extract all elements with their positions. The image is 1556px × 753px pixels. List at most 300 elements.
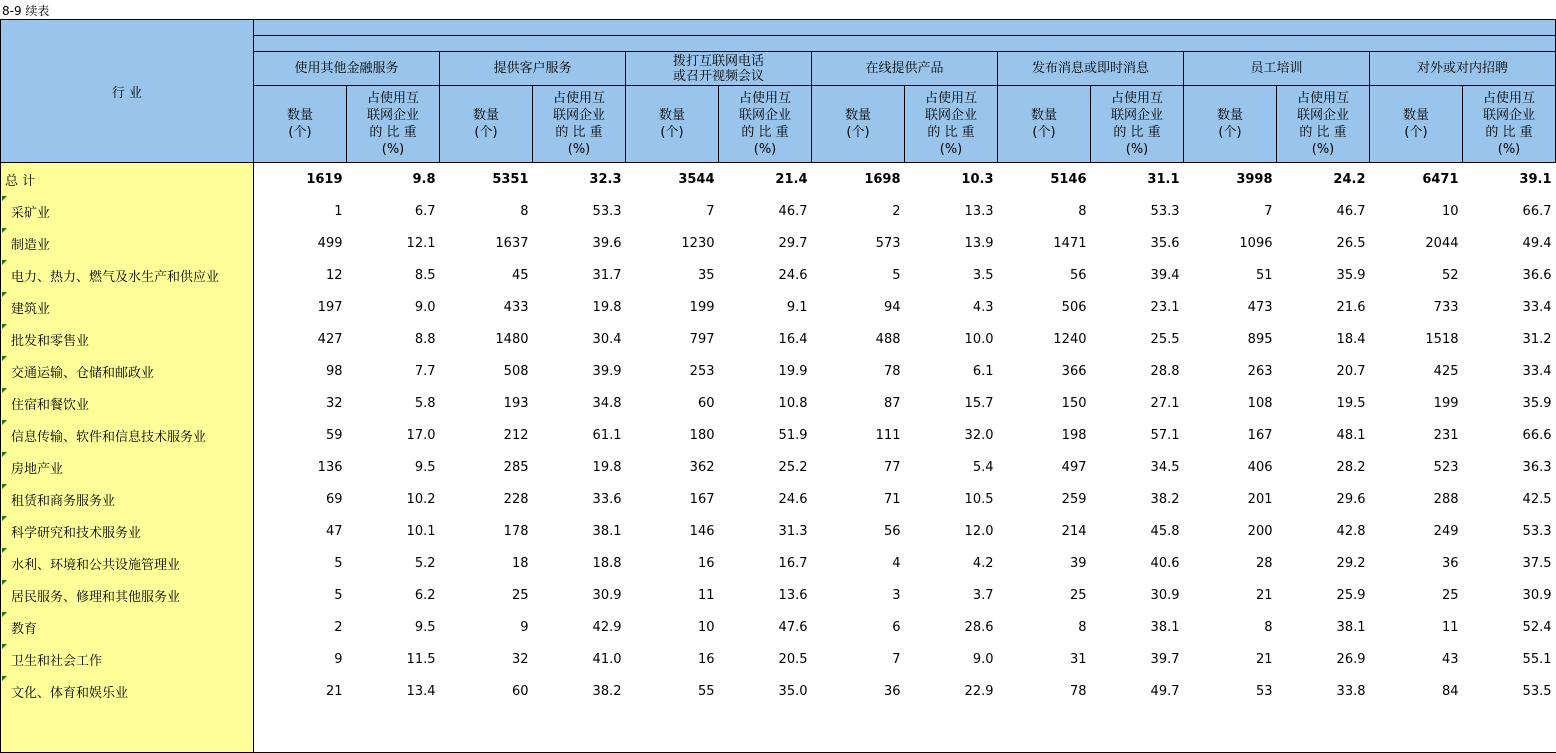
count-header: 数量 (个) bbox=[1370, 86, 1463, 163]
count-cell: 10 bbox=[697, 619, 715, 635]
industry-name bbox=[1, 387, 254, 419]
count-cell: 1 bbox=[334, 203, 343, 219]
count-cell: 77 bbox=[883, 459, 901, 475]
count-cell: 55 bbox=[697, 683, 715, 699]
count-cell: 9 bbox=[334, 651, 343, 667]
count-cell: 5 bbox=[892, 267, 901, 283]
count-cell: 180 bbox=[689, 427, 715, 443]
cell-marker-icon bbox=[2, 548, 7, 553]
count-cell: 425 bbox=[1433, 363, 1459, 379]
share-cell: 46.7 bbox=[778, 203, 808, 219]
cell-marker-icon bbox=[2, 644, 7, 649]
group-header: 拨打互联网电话 或召开视频会议 bbox=[626, 52, 812, 86]
share-cell: 19.5 bbox=[1336, 395, 1366, 411]
count-cell: 573 bbox=[875, 235, 901, 251]
share-cell: 5.2 bbox=[414, 555, 436, 571]
industry-label: 批发和零售业 bbox=[11, 333, 90, 349]
table-row bbox=[1, 323, 1556, 355]
count-cell: 69 bbox=[325, 491, 343, 507]
share-cell: 39.1 bbox=[1519, 171, 1552, 187]
count-header: 数量 (个) bbox=[998, 86, 1091, 163]
share-cell: 38.2 bbox=[1150, 491, 1180, 507]
industry-name bbox=[1, 675, 254, 707]
share-cell: 39.6 bbox=[592, 235, 622, 251]
share-cell: 49.4 bbox=[1522, 235, 1552, 251]
share-cell: 19.8 bbox=[592, 459, 622, 475]
count-cell: 36 bbox=[1441, 555, 1459, 571]
count-cell: 31 bbox=[1069, 651, 1087, 667]
share-cell: 3.5 bbox=[972, 267, 994, 283]
share-cell: 33.8 bbox=[1336, 683, 1366, 699]
cell-marker-icon bbox=[2, 292, 7, 297]
count-cell: 25 bbox=[1069, 587, 1087, 603]
share-cell: 36.3 bbox=[1522, 459, 1552, 475]
share-cell: 4.2 bbox=[972, 555, 994, 571]
count-cell: 427 bbox=[317, 331, 343, 347]
table-row bbox=[1, 579, 1556, 611]
share-cell: 32.0 bbox=[964, 427, 994, 443]
count-cell: 167 bbox=[689, 491, 715, 507]
count-cell: 733 bbox=[1433, 299, 1459, 315]
count-cell: 45 bbox=[511, 267, 529, 283]
count-header: 数量 (个) bbox=[254, 86, 347, 163]
table-row bbox=[1, 387, 1556, 419]
share-cell: 13.4 bbox=[406, 683, 436, 699]
count-cell: 7 bbox=[706, 203, 715, 219]
count-cell: 2044 bbox=[1425, 235, 1459, 251]
count-cell: 285 bbox=[503, 459, 529, 475]
group-header: 对外或对内招聘 bbox=[1370, 52, 1556, 86]
cell-marker-icon bbox=[2, 196, 7, 201]
count-cell: 231 bbox=[1433, 427, 1459, 443]
share-cell: 9.1 bbox=[786, 299, 808, 315]
share-header: 占使用互 联网企业 的 比 重 (%) bbox=[533, 86, 626, 163]
table-row bbox=[1, 547, 1556, 579]
count-cell: 3544 bbox=[678, 171, 715, 187]
cell-marker-icon bbox=[2, 580, 7, 585]
count-cell: 16 bbox=[697, 555, 715, 571]
table-row bbox=[1, 643, 1556, 675]
share-cell: 6.2 bbox=[414, 587, 436, 603]
count-cell: 1518 bbox=[1425, 331, 1459, 347]
share-cell: 42.9 bbox=[592, 619, 622, 635]
count-cell: 136 bbox=[317, 459, 343, 475]
count-cell: 43 bbox=[1441, 651, 1459, 667]
industry-header: 行 业 bbox=[1, 20, 254, 163]
count-cell: 87 bbox=[883, 395, 901, 411]
share-cell: 7.7 bbox=[414, 363, 436, 379]
count-cell: 1619 bbox=[306, 171, 343, 187]
table-row bbox=[1, 451, 1556, 483]
table-row bbox=[1, 291, 1556, 323]
share-cell: 41.0 bbox=[592, 651, 622, 667]
count-cell: 8 bbox=[1078, 619, 1087, 635]
share-cell: 16.4 bbox=[778, 331, 808, 347]
count-cell: 2 bbox=[334, 619, 343, 635]
share-cell: 48.1 bbox=[1336, 427, 1366, 443]
count-cell: 201 bbox=[1247, 491, 1273, 507]
share-cell: 3.7 bbox=[972, 587, 994, 603]
count-cell: 362 bbox=[689, 459, 715, 475]
share-cell: 8.8 bbox=[414, 331, 436, 347]
cell-marker-icon bbox=[2, 228, 7, 233]
share-cell: 6.7 bbox=[414, 203, 436, 219]
spacer-row bbox=[1, 707, 1556, 753]
count-cell: 3 bbox=[892, 587, 901, 603]
share-cell: 18.4 bbox=[1336, 331, 1366, 347]
count-cell: 39 bbox=[1069, 555, 1087, 571]
count-cell: 508 bbox=[503, 363, 529, 379]
share-cell: 31.3 bbox=[778, 523, 808, 539]
count-cell: 167 bbox=[1247, 427, 1273, 443]
industry-label: 教育 bbox=[11, 621, 38, 637]
industry-label: 居民服务、修理和其他服务业 bbox=[11, 589, 181, 605]
count-cell: 32 bbox=[511, 651, 529, 667]
industry-name bbox=[1, 611, 254, 643]
count-cell: 10 bbox=[1441, 203, 1459, 219]
share-cell: 11.5 bbox=[406, 651, 436, 667]
count-cell: 263 bbox=[1247, 363, 1273, 379]
share-cell: 38.1 bbox=[592, 523, 622, 539]
count-cell: 253 bbox=[689, 363, 715, 379]
share-cell: 39.9 bbox=[592, 363, 622, 379]
share-cell: 39.7 bbox=[1150, 651, 1180, 667]
industry-name bbox=[1, 419, 254, 451]
count-cell: 1240 bbox=[1053, 331, 1087, 347]
industry-name bbox=[1, 355, 254, 387]
count-cell: 7 bbox=[892, 651, 901, 667]
share-cell: 23.1 bbox=[1150, 299, 1180, 315]
count-cell: 146 bbox=[689, 523, 715, 539]
industry-name bbox=[1, 643, 254, 675]
count-cell: 288 bbox=[1433, 491, 1459, 507]
industry-name bbox=[1, 483, 254, 515]
cell-marker-icon bbox=[2, 356, 7, 361]
count-cell: 3998 bbox=[1236, 171, 1273, 187]
share-cell: 16.7 bbox=[778, 555, 808, 571]
count-cell: 499 bbox=[317, 235, 343, 251]
group-header: 使用其他金融服务 bbox=[254, 52, 440, 86]
count-cell: 8 bbox=[520, 203, 529, 219]
share-cell: 20.5 bbox=[778, 651, 808, 667]
share-cell: 61.1 bbox=[592, 427, 622, 443]
count-cell: 36 bbox=[883, 683, 901, 699]
cell-marker-icon bbox=[2, 420, 7, 425]
share-cell: 13.9 bbox=[964, 235, 994, 251]
count-cell: 47 bbox=[325, 523, 343, 539]
share-cell: 46.7 bbox=[1336, 203, 1366, 219]
share-cell: 37.5 bbox=[1522, 555, 1552, 571]
share-cell: 13.3 bbox=[964, 203, 994, 219]
share-cell: 47.6 bbox=[778, 619, 808, 635]
industry-label: 租赁和商务服务业 bbox=[11, 493, 116, 509]
share-cell: 52.4 bbox=[1522, 619, 1552, 635]
share-cell: 9.5 bbox=[414, 619, 436, 635]
count-cell: 11 bbox=[1441, 619, 1459, 635]
share-cell: 30.9 bbox=[592, 587, 622, 603]
count-cell: 51 bbox=[1255, 267, 1273, 283]
industry-label: 房地产业 bbox=[11, 461, 64, 477]
share-cell: 17.0 bbox=[406, 427, 436, 443]
share-cell: 24.6 bbox=[778, 267, 808, 283]
share-cell: 51.9 bbox=[778, 427, 808, 443]
share-cell: 25.9 bbox=[1336, 587, 1366, 603]
share-cell: 24.6 bbox=[778, 491, 808, 507]
share-cell: 32.3 bbox=[589, 171, 622, 187]
share-cell: 28.8 bbox=[1150, 363, 1180, 379]
industry-name bbox=[1, 291, 254, 323]
share-header: 占使用互 联网企业 的 比 重 (%) bbox=[1463, 86, 1556, 163]
count-cell: 56 bbox=[883, 523, 901, 539]
count-cell: 506 bbox=[1061, 299, 1087, 315]
count-cell: 5 bbox=[334, 587, 343, 603]
count-cell: 52 bbox=[1441, 267, 1459, 283]
share-cell: 5.8 bbox=[414, 395, 436, 411]
industry-label: 水利、环境和公共设施管理业 bbox=[11, 557, 181, 573]
share-cell: 9.5 bbox=[414, 459, 436, 475]
count-cell: 797 bbox=[689, 331, 715, 347]
count-cell: 60 bbox=[697, 395, 715, 411]
count-cell: 8 bbox=[1264, 619, 1273, 635]
count-header: 数量 (个) bbox=[812, 86, 905, 163]
share-cell: 35.6 bbox=[1150, 235, 1180, 251]
share-cell: 25.2 bbox=[778, 459, 808, 475]
count-header: 数量 (个) bbox=[626, 86, 719, 163]
count-cell: 7 bbox=[1264, 203, 1273, 219]
count-cell: 108 bbox=[1247, 395, 1273, 411]
count-cell: 5351 bbox=[492, 171, 529, 187]
count-cell: 249 bbox=[1433, 523, 1459, 539]
count-cell: 433 bbox=[503, 299, 529, 315]
industry-label: 电力、热力、燃气及水生产和供应业 bbox=[11, 269, 220, 285]
count-cell: 228 bbox=[503, 491, 529, 507]
group-header: 员工培训 bbox=[1184, 52, 1370, 86]
share-cell: 27.1 bbox=[1150, 395, 1180, 411]
count-cell: 523 bbox=[1433, 459, 1459, 475]
table-row bbox=[1, 483, 1556, 515]
share-cell: 31.7 bbox=[592, 267, 622, 283]
share-cell: 10.0 bbox=[964, 331, 994, 347]
share-cell: 42.8 bbox=[1336, 523, 1366, 539]
share-cell: 53.5 bbox=[1522, 683, 1552, 699]
table-row bbox=[1, 675, 1556, 707]
share-cell: 28.2 bbox=[1336, 459, 1366, 475]
share-cell: 33.4 bbox=[1522, 299, 1552, 315]
share-cell: 34.8 bbox=[592, 395, 622, 411]
table-row bbox=[1, 163, 1556, 196]
share-header: 占使用互 联网企业 的 比 重 (%) bbox=[1091, 86, 1184, 163]
industry-label: 科学研究和技术服务业 bbox=[11, 525, 142, 541]
share-header: 占使用互 联网企业 的 比 重 (%) bbox=[719, 86, 812, 163]
share-cell: 6.1 bbox=[972, 363, 994, 379]
share-cell: 21.4 bbox=[775, 171, 808, 187]
cell-marker-icon bbox=[2, 260, 7, 265]
table-title: 8-9 续表 bbox=[2, 4, 50, 18]
count-cell: 21 bbox=[325, 683, 343, 699]
cell-marker-icon bbox=[2, 324, 7, 329]
count-cell: 5146 bbox=[1050, 171, 1087, 187]
count-cell: 53 bbox=[1255, 683, 1273, 699]
share-cell: 31.2 bbox=[1522, 331, 1552, 347]
count-cell: 94 bbox=[883, 299, 901, 315]
share-cell: 38.1 bbox=[1336, 619, 1366, 635]
industry-label: 采矿业 bbox=[11, 205, 51, 221]
share-cell: 29.7 bbox=[778, 235, 808, 251]
count-cell: 12 bbox=[325, 267, 343, 283]
cell-marker-icon bbox=[2, 516, 7, 521]
data-table bbox=[0, 19, 1556, 753]
share-cell: 21.6 bbox=[1336, 299, 1366, 315]
spacer-cell bbox=[1, 707, 254, 753]
share-cell: 22.9 bbox=[964, 683, 994, 699]
share-cell: 38.2 bbox=[592, 683, 622, 699]
share-header: 占使用互 联网企业 的 比 重 (%) bbox=[1277, 86, 1370, 163]
share-cell: 33.6 bbox=[592, 491, 622, 507]
spacer-cell bbox=[254, 707, 1556, 753]
count-cell: 199 bbox=[689, 299, 715, 315]
share-cell: 9.0 bbox=[972, 651, 994, 667]
count-cell: 178 bbox=[503, 523, 529, 539]
count-cell: 21 bbox=[1255, 651, 1273, 667]
share-cell: 45.8 bbox=[1150, 523, 1180, 539]
share-cell: 40.6 bbox=[1150, 555, 1180, 571]
count-cell: 78 bbox=[1069, 683, 1087, 699]
share-cell: 20.7 bbox=[1336, 363, 1366, 379]
share-cell: 13.6 bbox=[778, 587, 808, 603]
share-cell: 33.4 bbox=[1522, 363, 1552, 379]
count-cell: 1471 bbox=[1053, 235, 1087, 251]
count-cell: 2 bbox=[892, 203, 901, 219]
share-cell: 53.3 bbox=[1522, 523, 1552, 539]
count-cell: 214 bbox=[1061, 523, 1087, 539]
count-cell: 1230 bbox=[681, 235, 715, 251]
count-cell: 193 bbox=[503, 395, 529, 411]
count-cell: 488 bbox=[875, 331, 901, 347]
count-cell: 198 bbox=[1061, 427, 1087, 443]
share-cell: 10.3 bbox=[961, 171, 994, 187]
share-cell: 30.9 bbox=[1150, 587, 1180, 603]
count-cell: 28 bbox=[1255, 555, 1273, 571]
table-row bbox=[1, 227, 1556, 259]
industry-name bbox=[1, 451, 254, 483]
count-cell: 259 bbox=[1061, 491, 1087, 507]
count-cell: 1637 bbox=[495, 235, 529, 251]
count-cell: 78 bbox=[883, 363, 901, 379]
share-cell: 34.5 bbox=[1150, 459, 1180, 475]
industry-label: 交通运输、仓储和邮政业 bbox=[11, 365, 155, 381]
count-cell: 6 bbox=[892, 619, 901, 635]
share-header: 占使用互 联网企业 的 比 重 (%) bbox=[347, 86, 440, 163]
count-cell: 25 bbox=[511, 587, 529, 603]
industry-label: 文化、体育和娱乐业 bbox=[11, 685, 129, 701]
count-cell: 212 bbox=[503, 427, 529, 443]
share-cell: 53.3 bbox=[1150, 203, 1180, 219]
count-cell: 6471 bbox=[1422, 171, 1459, 187]
count-cell: 25 bbox=[1441, 587, 1459, 603]
industry-name bbox=[1, 579, 254, 611]
share-cell: 12.0 bbox=[964, 523, 994, 539]
industry-name bbox=[1, 323, 254, 355]
share-cell: 26.5 bbox=[1336, 235, 1366, 251]
table-row bbox=[1, 195, 1556, 227]
share-cell: 57.1 bbox=[1150, 427, 1180, 443]
count-cell: 11 bbox=[697, 587, 715, 603]
share-cell: 9.0 bbox=[414, 299, 436, 315]
industry-label: 信息传输、软件和信息技术服务业 bbox=[11, 429, 207, 445]
share-cell: 35.9 bbox=[1522, 395, 1552, 411]
group-header: 在线提供产品 bbox=[812, 52, 998, 86]
industry-label: 总 计 bbox=[5, 173, 36, 189]
count-cell: 199 bbox=[1433, 395, 1459, 411]
count-cell: 5 bbox=[334, 555, 343, 571]
share-cell: 10.1 bbox=[406, 523, 436, 539]
count-cell: 98 bbox=[325, 363, 343, 379]
share-cell: 36.6 bbox=[1522, 267, 1552, 283]
share-cell: 29.2 bbox=[1336, 555, 1366, 571]
share-cell: 10.8 bbox=[778, 395, 808, 411]
industry-name bbox=[1, 227, 254, 259]
count-cell: 18 bbox=[511, 555, 529, 571]
table-row bbox=[1, 419, 1556, 451]
count-cell: 32 bbox=[325, 395, 343, 411]
industry-name bbox=[1, 547, 254, 579]
cell-marker-icon bbox=[2, 484, 7, 489]
share-cell: 5.4 bbox=[972, 459, 994, 475]
share-cell: 19.8 bbox=[592, 299, 622, 315]
share-cell: 9.8 bbox=[412, 171, 436, 187]
share-cell: 26.9 bbox=[1336, 651, 1366, 667]
industry-label: 卫生和社会工作 bbox=[11, 653, 103, 669]
industry-label: 建筑业 bbox=[11, 301, 51, 317]
industry-name bbox=[1, 195, 254, 227]
table-row bbox=[1, 355, 1556, 387]
industry-name bbox=[1, 163, 254, 196]
cell-marker-icon bbox=[2, 452, 7, 457]
count-cell: 366 bbox=[1061, 363, 1087, 379]
share-cell: 10.2 bbox=[406, 491, 436, 507]
count-cell: 8 bbox=[1078, 203, 1087, 219]
count-cell: 59 bbox=[325, 427, 343, 443]
share-cell: 18.8 bbox=[592, 555, 622, 571]
count-cell: 497 bbox=[1061, 459, 1087, 475]
industry-label: 制造业 bbox=[11, 237, 51, 253]
share-cell: 49.7 bbox=[1150, 683, 1180, 699]
count-cell: 1480 bbox=[495, 331, 529, 347]
count-cell: 111 bbox=[875, 427, 901, 443]
share-cell: 55.1 bbox=[1522, 651, 1552, 667]
share-cell: 19.9 bbox=[778, 363, 808, 379]
industry-label: 住宿和餐饮业 bbox=[11, 397, 90, 413]
count-cell: 9 bbox=[520, 619, 529, 635]
count-cell: 200 bbox=[1247, 523, 1273, 539]
share-cell: 25.5 bbox=[1150, 331, 1180, 347]
share-cell: 24.2 bbox=[1333, 171, 1366, 187]
share-cell: 10.5 bbox=[964, 491, 994, 507]
industry-name bbox=[1, 515, 254, 547]
count-cell: 35 bbox=[697, 267, 715, 283]
share-cell: 35.0 bbox=[778, 683, 808, 699]
share-cell: 39.4 bbox=[1150, 267, 1180, 283]
header-band-1 bbox=[254, 20, 1556, 36]
industry-name bbox=[1, 259, 254, 291]
share-cell: 42.5 bbox=[1522, 491, 1552, 507]
count-cell: 56 bbox=[1069, 267, 1087, 283]
share-cell: 38.1 bbox=[1150, 619, 1180, 635]
share-cell: 53.3 bbox=[592, 203, 622, 219]
share-cell: 15.7 bbox=[964, 395, 994, 411]
count-cell: 150 bbox=[1061, 395, 1087, 411]
count-cell: 4 bbox=[892, 555, 901, 571]
